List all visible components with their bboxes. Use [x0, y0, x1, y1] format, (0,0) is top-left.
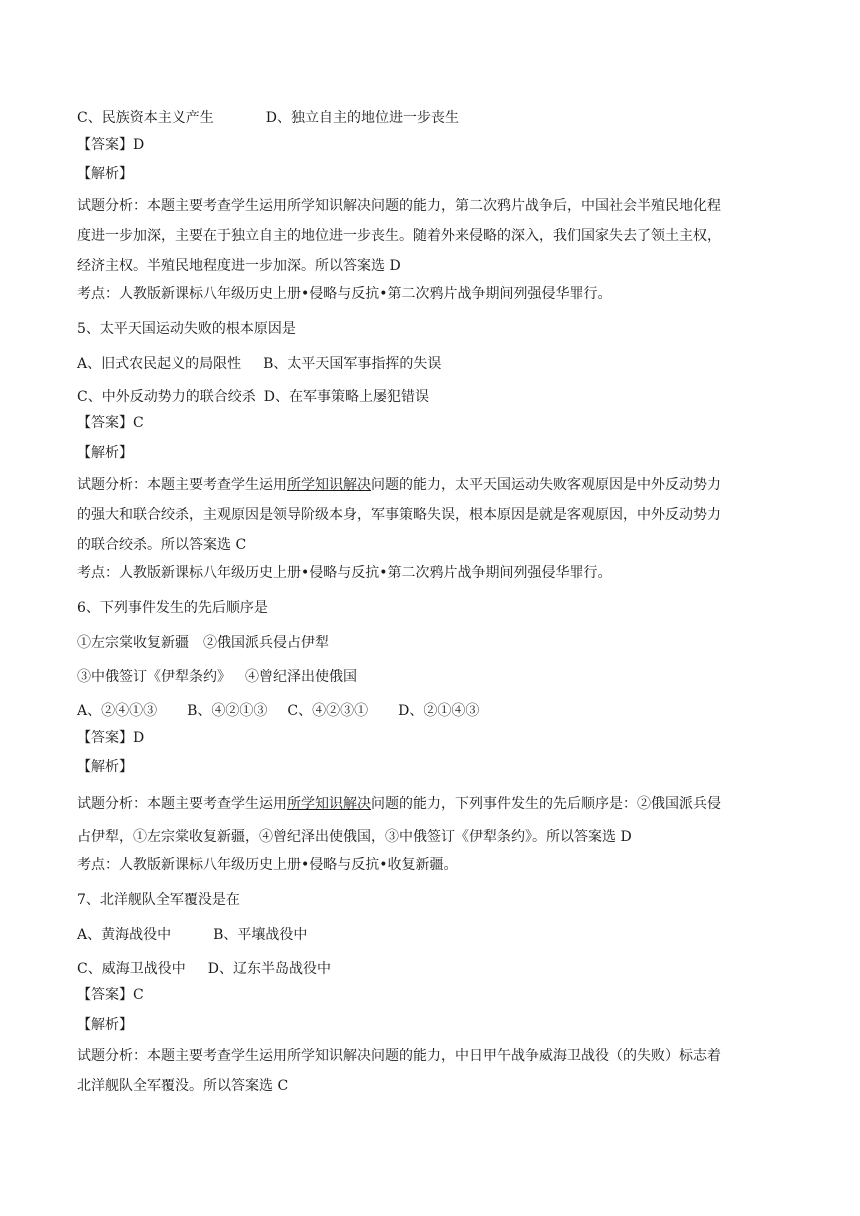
q5-analysis-line-3: 的联合绞杀。所以答案选 C [77, 537, 247, 553]
q5-answer: 【答案】C [77, 415, 144, 431]
q6-item-4: ④曾纪泽出使俄国 [245, 669, 357, 685]
q4-point: 考点：人教版新课标八年级历史上册•侵略与反抗•第二次鸦片战争期间列强侵华罪行。 [77, 286, 612, 302]
q6-analysis-line-1-a: 试题分析：本题主要考查学生运用 [77, 796, 287, 812]
q7-option-d: D、辽东半岛战役中 [207, 961, 331, 977]
q5-point: 考点：人教版新课标八年级历史上册•侵略与反抗•第二次鸦片战争期间列强侵华罪行。 [77, 565, 612, 581]
q6-question: 6、下列事件发生的先后顺序是 [77, 600, 268, 616]
q6-analysis-label: 【解析】 [77, 759, 133, 775]
q4-analysis-line-1: 试题分析：本题主要考查学生运用所学知识解决问题的能力，第二次鸦片战争后，中国社会半殖民地化程 [77, 198, 721, 214]
q5-analysis-line-1 [77, 475, 721, 495]
q4-analysis-line-2: 度进一步加深，主要在于独立自主的地位进一步丧生。随着外来侵略的深入，我们国家失去了领土主权， [77, 228, 721, 244]
q7-analysis-line-1: 试题分析：本题主要考查学生运用所学知识解决问题的能力，中日甲午战争威海卫战役（的失败）标志着 [77, 1048, 721, 1064]
q5-options-cd [77, 387, 429, 407]
q6-analysis-line-1-underlined: 所学知识解决 [287, 796, 371, 812]
q5-analysis-line-1-b: 问题的能力，太平天国运动失败客观原因是中外反动势力 [371, 477, 721, 493]
q7-analysis-line-2: 北洋舰队全军覆没。所以答案选 C [77, 1078, 289, 1094]
q6-item-1: ①左宗棠收复新疆 [77, 635, 189, 651]
q6-item-3: ③中俄签订《伊犁条约》 [77, 669, 231, 685]
q7-answer: 【答案】C [77, 987, 144, 1003]
q7-option-c: C、威海卫战役中 [77, 961, 186, 977]
q4-answer: 【答案】D [77, 137, 145, 153]
q5-analysis-line-1-underlined: 所学知识解决 [287, 477, 371, 493]
q5-options-ab [77, 354, 441, 374]
q6-analysis-line-2: 占伊犁，①左宗棠收复新疆，④曾纪泽出使俄国，③中俄签订《伊犁条约》。所以答案选 D [77, 829, 632, 845]
q6-analysis-line-1 [77, 794, 721, 814]
q6-options [77, 701, 479, 721]
q6-item-2: ②俄国派兵侵占伊犁 [203, 635, 329, 651]
q6-option-c: C、④②③① [287, 703, 369, 719]
q7-question: 7、北洋舰队全军覆没是在 [77, 892, 240, 908]
q6-analysis-line-1-b: 问题的能力，下列事件发生的先后顺序是：②俄国派兵侵 [371, 796, 721, 812]
q4-options-cd [77, 108, 459, 128]
q6-items-12 [77, 633, 329, 653]
q7-analysis-label: 【解析】 [77, 1017, 133, 1033]
q4-analysis-label: 【解析】 [77, 166, 133, 182]
q7-options-ab [77, 925, 307, 945]
q7-option-a: A、黄海战役中 [77, 927, 172, 943]
q4-option-c: C、民族资本主义产生 [77, 110, 214, 126]
q5-option-b: B、太平天国军事指挥的失误 [263, 356, 442, 372]
q5-analysis-label: 【解析】 [77, 445, 133, 461]
q6-option-d: D、②①④③ [398, 703, 480, 719]
q6-option-a: A、②④①③ [77, 703, 158, 719]
q7-options-cd [77, 959, 331, 979]
q4-option-d: D、独立自主的地位进一步丧生 [265, 110, 459, 126]
q6-items-34 [77, 667, 357, 687]
q4-analysis-line-3: 经济主权。半殖民地程度进一步加深。所以答案选 D [77, 258, 401, 274]
q5-question: 5、太平天国运动失败的根本原因是 [77, 321, 296, 337]
q5-analysis-line-1-a: 试题分析：本题主要考查学生运用 [77, 477, 287, 493]
q6-option-b: B、④②①③ [187, 703, 268, 719]
q5-option-a: A、旧式农民起义的局限性 [77, 356, 242, 372]
q5-option-d: D、在军事策略上屡犯错误 [263, 389, 429, 405]
q5-analysis-line-2: 的强大和联合绞杀，主观原因是领导阶级本身，军事策略失误，根本原因是就是客观原因，中外反动势力 [77, 507, 721, 523]
q5-option-c: C、中外反动势力的联合绞杀 [77, 389, 256, 405]
q7-option-b: B、平壤战役中 [213, 927, 308, 943]
q6-point: 考点：人教版新课标八年级历史上册•侵略与反抗•收复新疆。 [77, 857, 458, 873]
q6-answer: 【答案】D [77, 730, 145, 746]
